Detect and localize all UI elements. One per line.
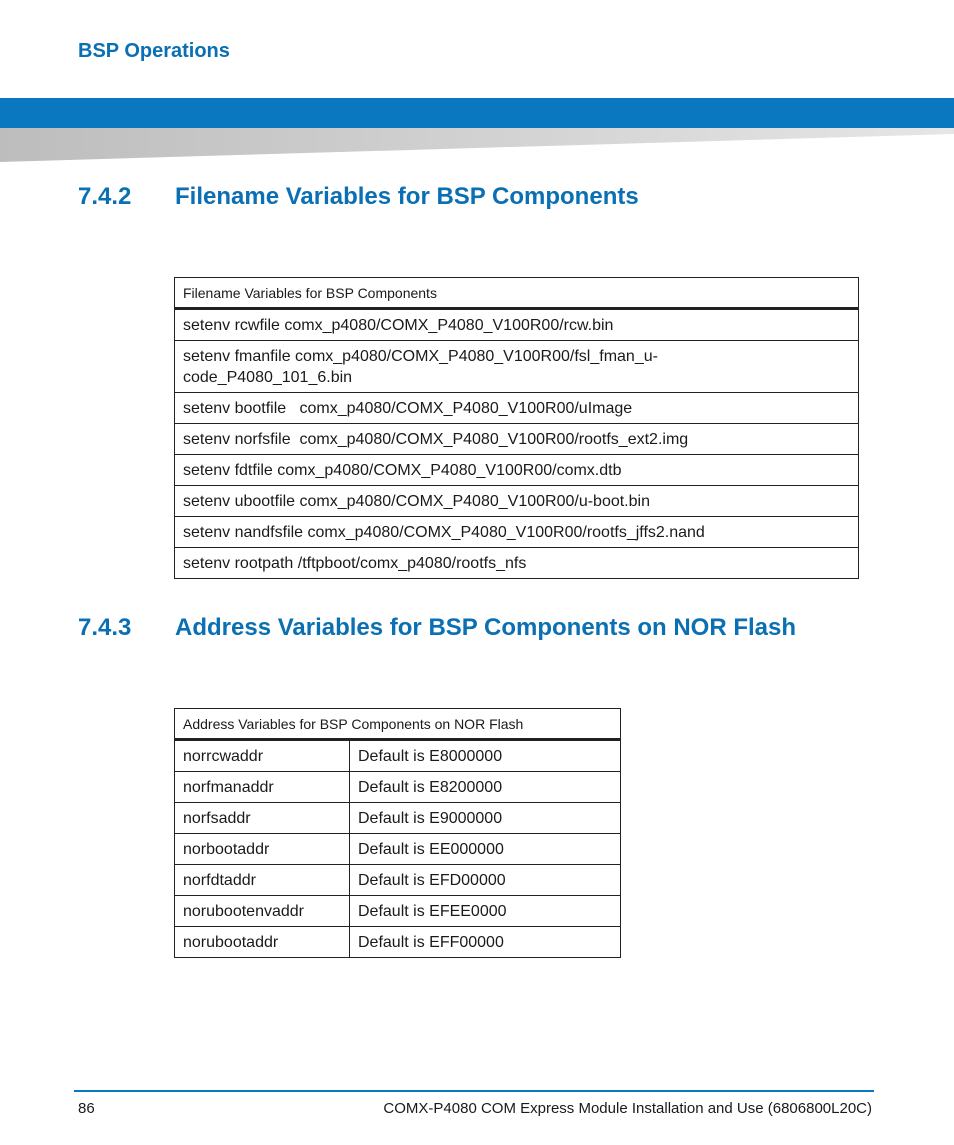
table-row bbox=[175, 341, 859, 393]
table-row: setenv ubootfile comx_p4080/COMX_P4080_V100R00/u-boot.bin bbox=[175, 486, 859, 517]
footer-rule bbox=[74, 1090, 874, 1092]
variable-name: norbootaddr bbox=[175, 834, 350, 865]
variable-value: Default is EE000000 bbox=[350, 834, 621, 865]
section-title: Address Variables for BSP Components on NOR Flash bbox=[175, 614, 797, 641]
variable-value: Default is EFF00000 bbox=[350, 927, 621, 958]
table-row: setenv bootfile comx_p4080/COMX_P4080_V100R00/uImage bbox=[175, 393, 859, 424]
variable-name: norfmanaddr bbox=[175, 772, 350, 803]
table-caption: Address Variables for BSP Components on NOR Flash bbox=[175, 709, 621, 740]
variable-value: Default is E9000000 bbox=[350, 803, 621, 834]
address-variables-table bbox=[174, 708, 621, 958]
header-blue-band bbox=[0, 98, 954, 128]
table-row bbox=[175, 927, 621, 958]
table-row bbox=[175, 740, 621, 772]
table-row bbox=[175, 865, 621, 896]
section-heading-address-variables bbox=[78, 614, 796, 642]
table-row bbox=[175, 803, 621, 834]
page-number: 86 bbox=[78, 1100, 95, 1117]
variable-name: norubootenvaddr bbox=[175, 896, 350, 927]
table-row: setenv fdtfile comx_p4080/COMX_P4080_V100R00/comx.dtb bbox=[175, 455, 859, 486]
variable-name: norrcwaddr bbox=[175, 740, 350, 772]
variable-name: norfdtaddr bbox=[175, 865, 350, 896]
variable-name: norfsaddr bbox=[175, 803, 350, 834]
running-header-title: BSP Operations bbox=[74, 38, 236, 67]
document-title: COMX-P4080 COM Express Module Installation and Use (6806800L20C) bbox=[383, 1100, 872, 1117]
section-number: 7.4.2 bbox=[78, 183, 132, 210]
variable-value: Default is EFEE0000 bbox=[350, 896, 621, 927]
section-number: 7.4.3 bbox=[78, 614, 132, 641]
table-row: setenv rcwfile comx_p4080/COMX_P4080_V100R00/rcw.bin bbox=[175, 309, 859, 341]
table-row-line: setenv fmanfile comx_p4080/COMX_P4080_V100R00/fsl_fman_u- bbox=[183, 347, 658, 365]
table-row bbox=[175, 834, 621, 865]
section-title: Filename Variables for BSP Components bbox=[175, 183, 639, 210]
section-heading-filename-variables bbox=[78, 183, 639, 211]
table-row bbox=[175, 772, 621, 803]
table-row: setenv norfsfile comx_p4080/COMX_P4080_V100R00/rootfs_ext2.img bbox=[175, 424, 859, 455]
variable-name: norubootaddr bbox=[175, 927, 350, 958]
variable-value: Default is E8200000 bbox=[350, 772, 621, 803]
table-row bbox=[175, 896, 621, 927]
filename-variables-table bbox=[174, 277, 859, 579]
header-grey-wedge bbox=[0, 128, 954, 164]
table-row: setenv nandfsfile comx_p4080/COMX_P4080_V100R00/rootfs_jffs2.nand bbox=[175, 517, 859, 548]
variable-value: Default is E8000000 bbox=[350, 740, 621, 772]
table-caption: Filename Variables for BSP Components bbox=[175, 278, 859, 309]
table-row-line: code_P4080_101_6.bin bbox=[183, 368, 353, 386]
table-row: setenv rootpath /tftpboot/comx_p4080/rootfs_nfs bbox=[175, 548, 859, 579]
variable-value: Default is EFD00000 bbox=[350, 865, 621, 896]
